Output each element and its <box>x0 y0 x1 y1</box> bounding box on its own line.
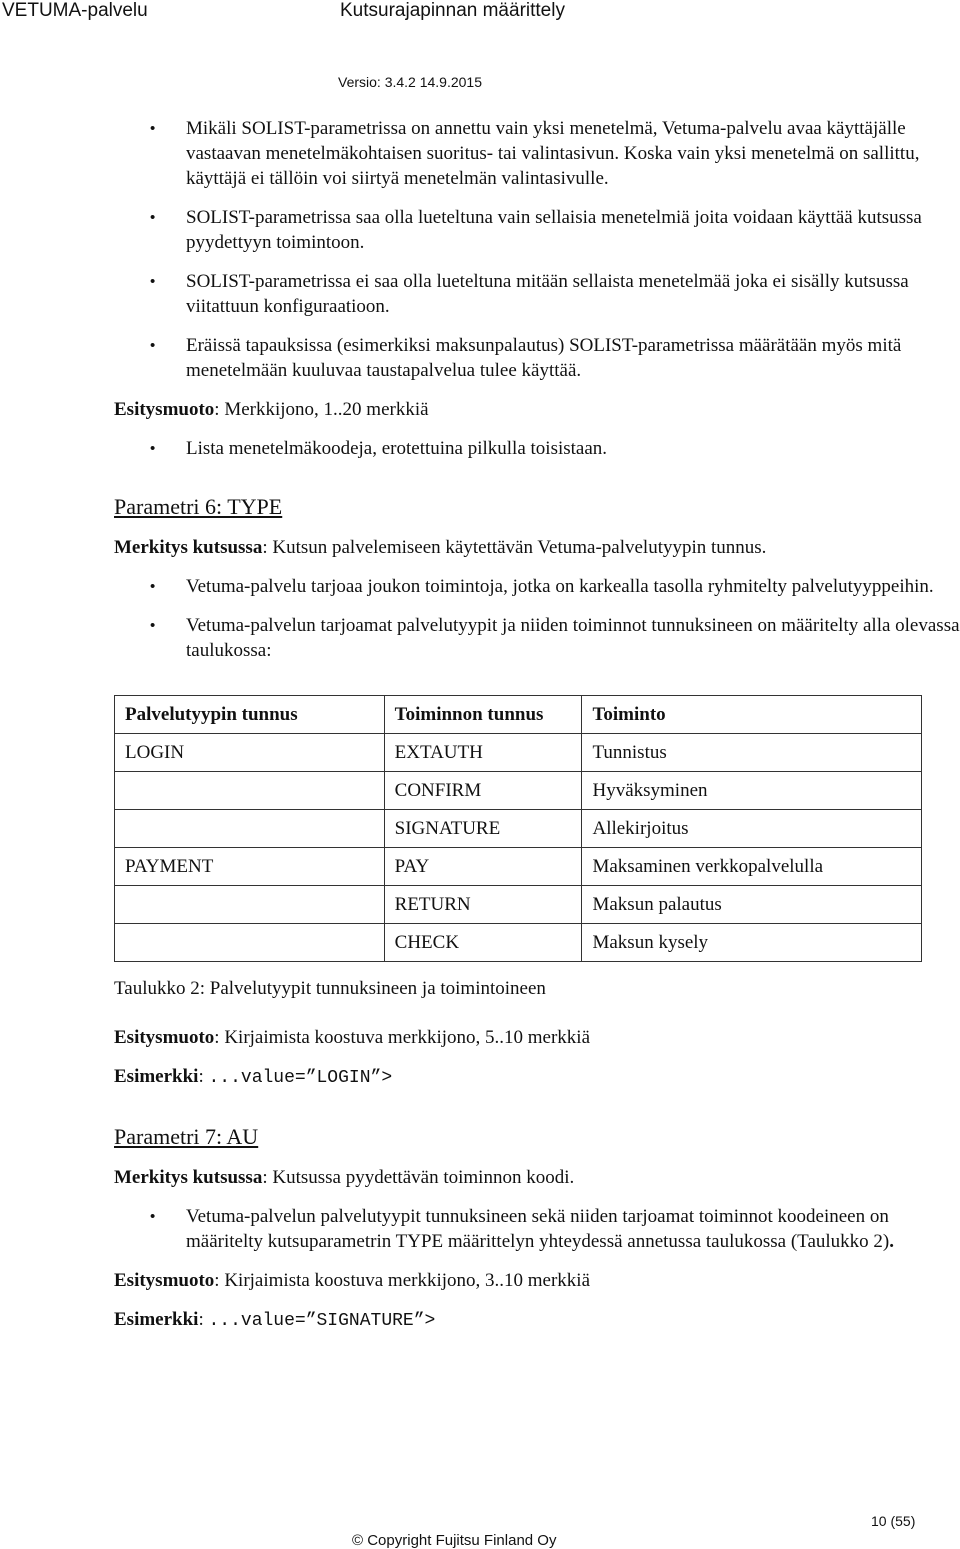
table-cell <box>115 924 385 962</box>
table-row <box>115 924 922 962</box>
table-cell: CONFIRM <box>384 772 582 810</box>
table-cell: PAYMENT <box>115 848 385 886</box>
table-cell: PAY <box>384 848 582 886</box>
document-body <box>114 116 960 1348</box>
list-item <box>114 1204 960 1254</box>
format-line <box>114 1025 960 1050</box>
table-row <box>115 734 922 772</box>
table-row <box>115 886 922 924</box>
meaning-label: Merkitys kutsussa <box>114 537 263 558</box>
list-item: • Mikäli SOLIST-parametrissa on annettu vain yksi menetelmä, Vetuma-palvelu avaa käyttäjälle vastaavan menetelmäkohtaisen suoritus- tai valintasivun. Koska vain yksi menetelmä on sallittu, käyttäjä ei tällöin voi siirtyä menetelmän valintasivulle. <box>114 116 960 191</box>
section-title-param6: Parametri 6: TYPE <box>114 494 283 519</box>
meaning-label: Merkitys kutsussa <box>114 1167 263 1188</box>
list-item-text: Vetuma-palvelun palvelutyypit tunnuksineen sekä niiden tarjoamat toiminnot koodeineen on määritelty kutsuparametrin TYPE määrittelyn yhteydessä annetussa taulukossa (Taulukko 2) <box>186 1206 890 1252</box>
meaning-value: : Kutsun palvelemiseen käytettävän Vetuma-palvelutyypin tunnus. <box>262 537 767 558</box>
format-label: Esitysmuoto <box>114 1027 215 1048</box>
meaning-line <box>114 535 960 560</box>
table-cell: Maksun palautus <box>582 886 922 924</box>
table-cell <box>115 810 385 848</box>
format-label: Esitysmuoto <box>114 399 215 420</box>
list-item: • Lista menetelmäkoodeja, erotettuina pilkulla toisistaan. <box>114 436 960 461</box>
example-label: Esimerkki <box>114 1309 199 1330</box>
header-product: VETUMA-palvelu <box>2 0 148 21</box>
meaning-value: : Kutsussa pyydettävän toiminnon koodi. <box>262 1167 575 1188</box>
table-header-cell: Toiminto <box>582 696 922 734</box>
format-label: Esitysmuoto <box>114 1270 215 1291</box>
table-caption: Taulukko 2: Palvelutyypit tunnuksineen ja toimintoineen <box>114 978 546 999</box>
format-line <box>114 1268 960 1293</box>
header-document-title: Kutsurajapinnan määrittely <box>340 0 565 21</box>
example-colon: : <box>198 1309 209 1330</box>
format-value: : Merkkijono, 1..20 merkkiä <box>214 399 429 420</box>
list-item: • SOLIST-parametrissa saa olla lueteltuna vain sellaisia menetelmiä joita voidaan käyttää kutsussa pyydettyyn toimintoon. <box>114 205 960 255</box>
table-cell: SIGNATURE <box>384 810 582 848</box>
table-cell: LOGIN <box>115 734 385 772</box>
table-cell: Maksun kysely <box>582 924 922 962</box>
format-value: : Kirjaimista koostuva merkkijono, 3..10 merkkiä <box>214 1270 591 1291</box>
section-title-param7: Parametri 7: AU <box>114 1124 259 1149</box>
table-cell: CHECK <box>384 924 582 962</box>
table-header-cell: Palvelutyypin tunnus <box>115 696 385 734</box>
list-item: • Vetuma-palvelu tarjoaa joukon toimintoja, jotka on karkealla tasolla ryhmitelty palvelutyyppeihin. <box>114 574 960 599</box>
example-line <box>114 1064 960 1091</box>
table-header-cell: Toiminnon tunnus <box>384 696 582 734</box>
format-line <box>114 397 960 422</box>
table-cell <box>115 772 385 810</box>
footer-copyright: © Copyright Fujitsu Finland Oy <box>352 1532 557 1549</box>
param7-bullets <box>114 1204 960 1254</box>
example-line <box>114 1307 960 1334</box>
table-cell <box>115 886 385 924</box>
list-item: • Vetuma-palvelun tarjoamat palvelutyypit ja niiden toiminnot tunnuksineen on määritelty alla olevassa taulukossa: <box>114 613 960 663</box>
table-cell: Allekirjoitus <box>582 810 922 848</box>
service-type-table <box>114 695 922 962</box>
page-number: 10 (55) <box>871 1513 916 1529</box>
table-cell: RETURN <box>384 886 582 924</box>
example-code: ...value=”LOGIN”> <box>208 1068 393 1088</box>
header-version: Versio: 3.4.2 14.9.2015 <box>338 74 482 90</box>
table-cell: Hyväksyminen <box>582 772 922 810</box>
list-item: • Eräissä tapauksissa (esimerkiksi maksunpalautus) SOLIST-parametrissa määrätään myös mitä menetelmään kuuluvaa taustapalvelua tulee käyttää. <box>114 333 960 383</box>
format-value: : Kirjaimista koostuva merkkijono, 5..10 merkkiä <box>214 1027 591 1048</box>
example-colon: : <box>198 1066 209 1087</box>
meaning-line <box>114 1165 960 1190</box>
table-row <box>115 848 922 886</box>
table-cell: EXTAUTH <box>384 734 582 772</box>
table-header-row <box>115 696 922 734</box>
format-bullets <box>114 436 960 461</box>
example-label: Esimerkki <box>114 1066 199 1087</box>
param6-bullets <box>114 574 960 663</box>
solist-bullets <box>114 116 960 383</box>
table-row <box>115 772 922 810</box>
example-code: ...value=”SIGNATURE”> <box>208 1311 436 1331</box>
table-row <box>115 810 922 848</box>
table-cell: Maksaminen verkkopalvelulla <box>582 848 922 886</box>
list-item-period: . <box>889 1231 895 1252</box>
table-cell: Tunnistus <box>582 734 922 772</box>
list-item: • SOLIST-parametrissa ei saa olla lueteltuna mitään sellaista menetelmää joka ei sisälly kutsussa viitattuun konfiguraatioon. <box>114 269 960 319</box>
